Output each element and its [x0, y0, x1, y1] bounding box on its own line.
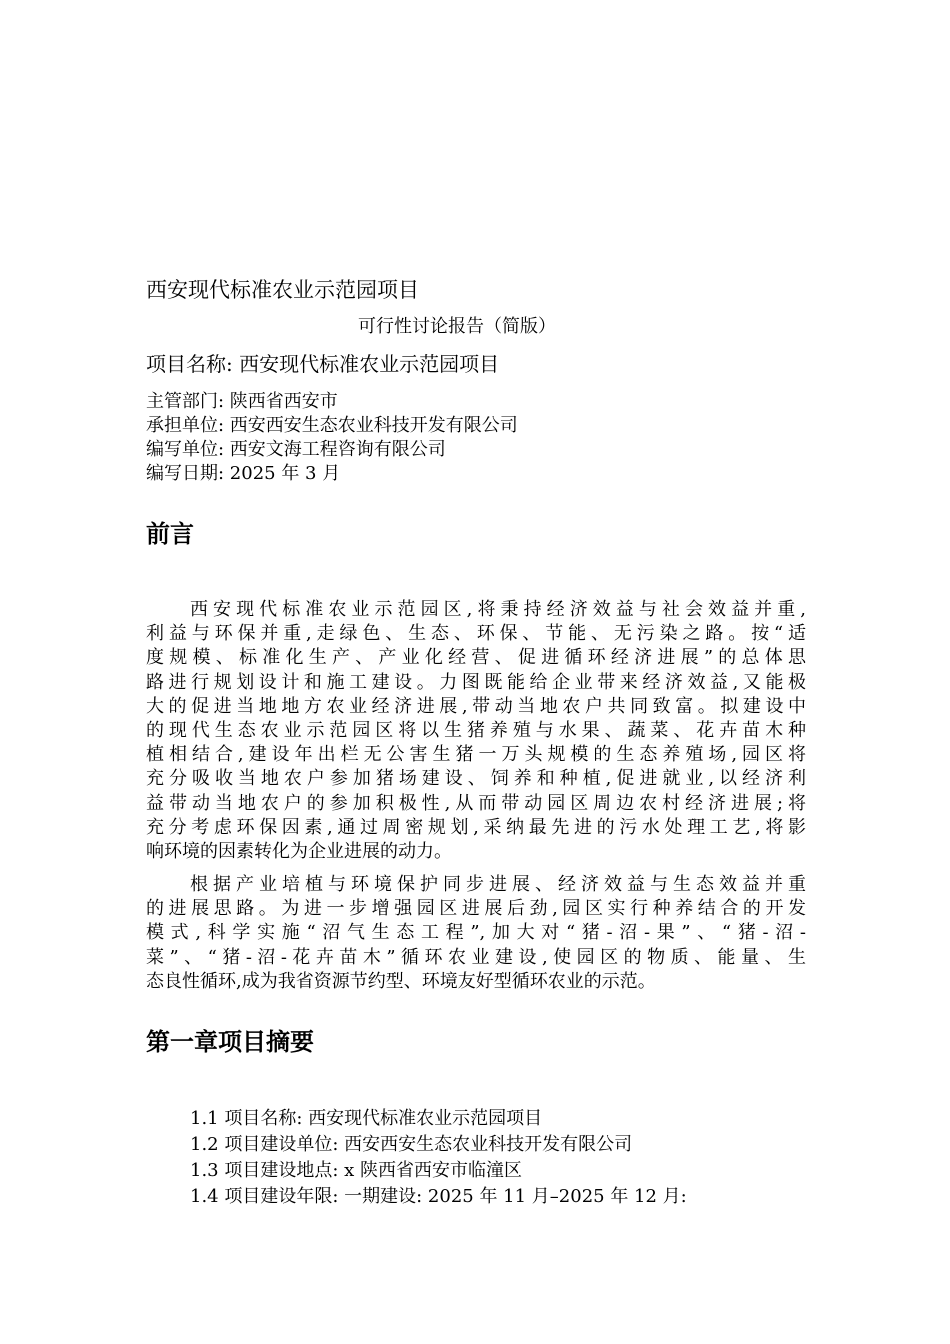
preface-paragraph-2: [146, 873, 806, 994]
paragraph-line: 充分考虑环保因素,通过周密规划,采纳最先进的污水处理工艺,将影: [146, 816, 806, 838]
paragraph-line: 充分吸收当地农户参加猪场建设、饲养和种植,促进就业,以经济利: [146, 768, 806, 790]
preface-heading: 前言: [146, 520, 194, 548]
preface-paragraph-1: [146, 598, 806, 864]
paragraph-line: 响环境的因素转化为企业进展的动力。: [146, 840, 452, 862]
paragraph-line: 西安现代标准农业示范园区,将秉持经济效益与社会效益并重,: [190, 599, 806, 620]
summary-item-construction-site: 1.3 项目建设地点: x 陕西省西安市临潼区: [190, 1160, 523, 1181]
paragraph-line: 的现代生态农业示范园区将以生猪养殖与水果、蔬菜、花卉苗木种: [146, 719, 806, 741]
paragraph-line: 利益与环保并重,走绿色、生态、环保、节能、无污染之路。按“适: [146, 623, 806, 645]
meta-supervising-department: 主管部门: 陕西省西安市: [146, 391, 338, 412]
meta-authoring-unit: 编写单位: 西安文海工程咨询有限公司: [146, 439, 446, 460]
summary-item-construction-period: 1.4 项目建设年限: 一期建设: 2025 年 11 月–2025 年 12 月:: [190, 1186, 687, 1207]
chapter-1-heading: 第一章项目摘要: [146, 1028, 314, 1056]
project-name-line: 项目名称: 西安现代标准农业示范园项目: [146, 352, 500, 376]
document-subtitle: 可行性讨论报告（简版）: [358, 316, 556, 337]
paragraph-line: 益带动当地农户的参加积极性,从而带动园区周边农村经济进展;将: [146, 792, 806, 814]
paragraph-line: 路进行规划设计和施工建设。力图既能给企业带来经济效益,又能极: [146, 671, 806, 693]
meta-undertaking-unit: 承担单位: 西安西安生态农业科技开发有限公司: [146, 415, 518, 436]
meta-authoring-date: 编写日期: 2025 年 3 月: [146, 463, 341, 484]
project-summary-list: [190, 1106, 687, 1210]
paragraph-line: 植相结合,建设年出栏无公害生猪一万头规模的生态养殖场,园区将: [146, 744, 806, 766]
document-meta: [146, 390, 518, 486]
paragraph-line: 的进展思路。为进一步增强园区进展后劲,园区实行种养结合的开发: [146, 898, 806, 920]
paragraph-line: 根据产业培植与环境保护同步进展、经济效益与生态效益并重: [190, 874, 806, 895]
paragraph-line: 大的促进当地地方农业经济进展,带动当地农户共同致富。拟建设中: [146, 695, 806, 717]
summary-item-construction-unit: 1.2 项目建设单位: 西安西安生态农业科技开发有限公司: [190, 1134, 633, 1155]
paragraph-line: 模式,科学实施“沼气生态工程”,加大对“猪-沼-果”、“猪-沼-: [146, 922, 806, 944]
paragraph-line: 态良性循环,成为我省资源节约型、环境友好型循环农业的示范。: [146, 970, 656, 992]
summary-item-project-name: 1.1 项目名称: 西安现代标准农业示范园项目: [190, 1108, 543, 1129]
paragraph-line: 度规模、标准化生产、产业化经营、促进循环经济进展”的总体思: [146, 647, 806, 669]
paragraph-line: 菜”、“猪-沼-花卉苗木”循环农业建设,使园区的物质、能量、生: [146, 946, 806, 968]
document-title: 西安现代标准农业示范园项目: [146, 278, 419, 302]
